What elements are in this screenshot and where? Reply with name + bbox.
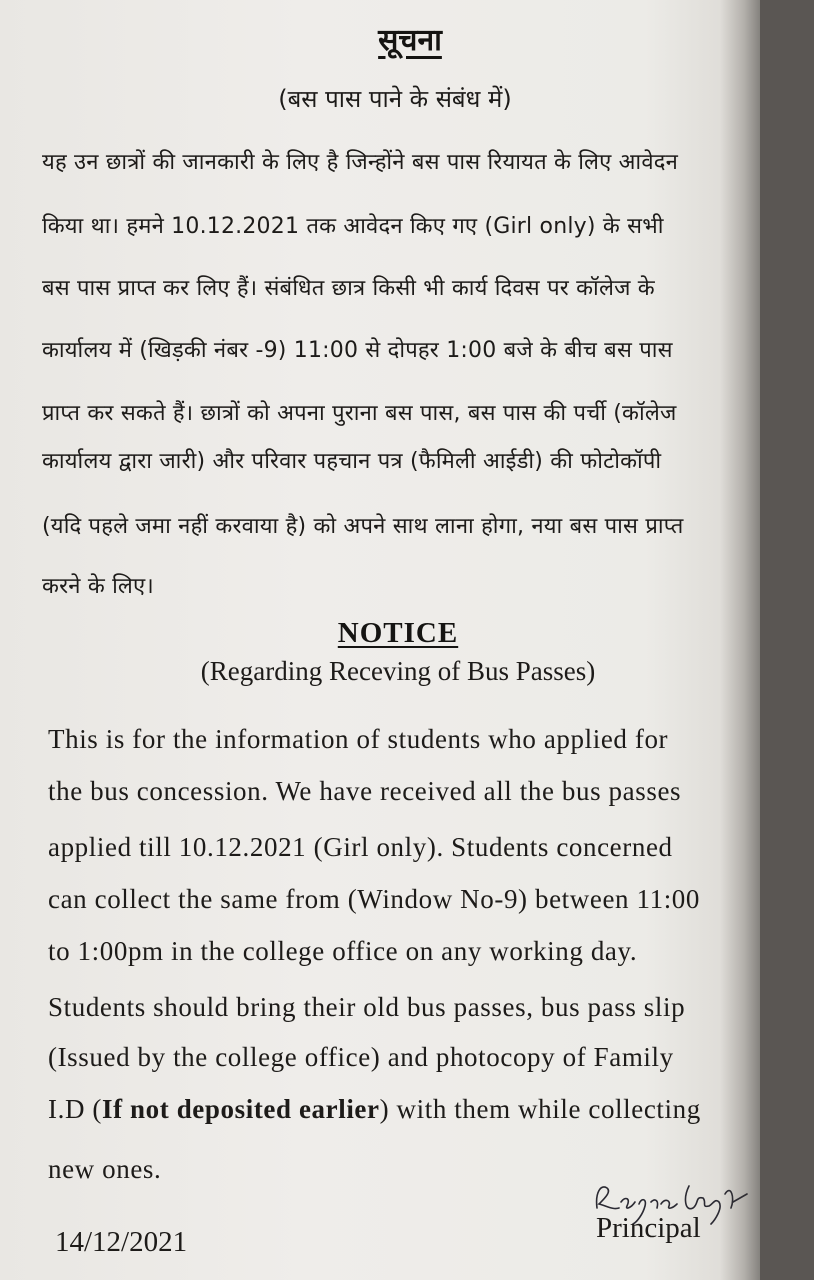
hindi-line: करने के लिए। xyxy=(42,574,154,599)
english-bold-text: If not deposited earlier xyxy=(101,1094,380,1124)
english-subtitle: (Regarding Receving of Bus Passes) xyxy=(200,656,596,686)
hindi-line: किया था। हमने 10.12.2021 तक आवेदन किए गए (Girl only) के सभी xyxy=(42,214,664,239)
english-line: to 1:00pm in the college office on any working day. xyxy=(48,936,638,966)
principal-designation: Principal xyxy=(596,1212,701,1244)
hindi-line: (यदि पहले जमा नहीं करवाया है) को अपने साथ लाना होगा, नया बस पास प्राप्त xyxy=(42,514,684,539)
english-line: new ones. xyxy=(48,1154,162,1184)
notice-date: 14/12/2021 xyxy=(55,1226,188,1258)
hindi-line: कार्यालय द्वारा जारी) और परिवार पहचान पत्र (फैमिली आईडी) की फोटोकॉपी xyxy=(42,449,662,474)
hindi-line: कार्यालय में (खिड़की नंबर -9) 11:00 से दोपहर 1:00 बजे के बीच बस पास xyxy=(42,338,673,363)
english-line: This is for the information of students who applied for xyxy=(48,724,669,754)
english-line: Students should bring their old bus passes, bus pass slip xyxy=(48,992,686,1022)
hindi-line: बस पास प्राप्त कर लिए हैं। संबंधित छात्र किसी भी कार्य दिवस पर कॉलेज के xyxy=(42,276,655,301)
english-line-text: I.D ( xyxy=(48,1094,102,1124)
hindi-subtitle: (बस पास पाने के संबंध में) xyxy=(278,85,512,113)
english-line: applied till 10.12.2021 (Girl only). Students concerned xyxy=(48,832,673,862)
hindi-title: सूचना xyxy=(378,23,442,58)
english-line: can collect the same from (Window No-9) between 11:00 xyxy=(48,884,700,914)
english-title: NOTICE xyxy=(337,617,459,649)
hindi-line: प्राप्त कर सकते हैं। छात्रों को अपना पुराना बस पास, बस पास की पर्ची (कॉलेज xyxy=(42,401,677,426)
english-line: (Issued by the college office) and photocopy of Family xyxy=(48,1042,674,1072)
english-line: the bus concession. We have received all the bus passes xyxy=(48,776,682,806)
english-line xyxy=(48,1094,701,1125)
paper-edge-shadow xyxy=(720,0,760,1280)
hindi-line: यह उन छात्रों की जानकारी के लिए है जिन्होंने बस पास रियायत के लिए आवेदन xyxy=(42,150,679,175)
english-line-text: ) with them while collecting xyxy=(379,1094,701,1124)
